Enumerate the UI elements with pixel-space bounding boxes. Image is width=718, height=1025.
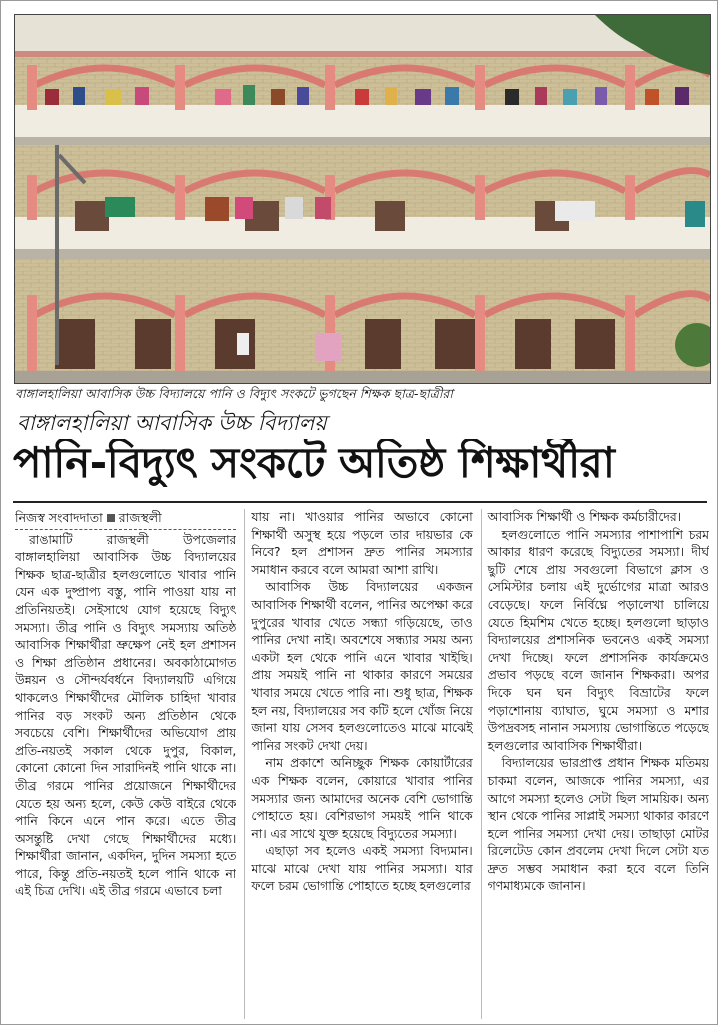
headline-rule [13,501,707,503]
square-separator-icon [107,514,115,522]
column-2 [244,509,472,1019]
article-body [15,509,709,1019]
paragraph: নাম প্রকাশে অনিচ্ছুক শিক্ষক কোয়ার্টারের এক শিক্ষক বলেন, কোয়ারে খাবার পানির সমস্যার জন্য আমাদের অনেক বেশি ভোগান্তি পোহাতে হয়। বেশিরভাগ সময়ই পানি থাকে না। এর সাথে যুক্ত হয়েছে বিদ্যুতের সমস্যা। [251,756,473,841]
byline [15,509,236,530]
main-headline: পানি-বিদ্যুৎ সংকটে অতিষ্ঠ শিক্ষার্থীরা [13,439,615,487]
paragraph: রাঙামাটি রাজস্থলী উপজেলার বাঙ্গালহালিয়া আবাসিক উচ্চ বিদ্যালয়ের শিক্ষক ছাত্র-ছাত্রীর হলগুলোতে খাবার পানি যেন এক দুষ্প্রাপ্য বস্তু, পানি পাওয়া যায় না প্রতিনিয়তই। সেইসাথে যোগ হয়েছে বিদ্যুৎ সমস্যা। তীব্র পানি ও বিদ্যুৎ সমস্যায় অতিষ্ঠ আবাসিক শিক্ষার্থীরা ভ্রুক্ষেপ নেই হল প্রশাসন ও শিক্ষা প্রতিষ্ঠান প্রধানের। অবকাঠামোগত উন্নয়ন ও সৌন্দর্যবর্ধনে বিদ্যালয়টি এগিয়ে থাকলেও শিক্ষার্থীদের মৌলিক চাহিদা খাবার পানির বড় সংকট অন্য প্রতিষ্ঠান থেকে সবচেয়ে বেশি। শিক্ষার্থীদের অভিযোগ প্রায় প্রতি-নয়তই সকাল থেকে দুপুর, বিকাল, কোনো কোনো দিন সারাদিনই পানি থাকে না। তীব্র গরমে পানির প্রয়োজনে শিক্ষার্থীদের যেতে হয় অন্য হলে, কেউ কেউ বাইরে থেকে পানি কিনে এনে পান করে। এতে তীব্র অসন্তুষ্টি দেখা গেছে শিক্ষার্থীদের মধ্যে। শিক্ষার্থীরা জানান, একদিন, দুদিন সমস্যা হতে পারে, কিন্তু প্রতি-নয়তই হলে পানি থাকে না এই চিত্র দেখি। এই তীব্র গরমে এভাবে চলা [15,532,237,899]
building-illustration [15,15,710,383]
paragraph: আবাসিক উচ্চ বিদ্যালয়ের একজন আবাসিক শিক্ষার্থী বলেন, পানির অপেক্ষা করে দুপুরের খাবার খেতে সন্ধ্যা গড়িয়েছে, তাও পানির দেখা নাই। অবশেষে সন্ধ্যার সময় অন্য একটা হল থেকে পানি এনে খাবার খাইছি। প্রায় সময়ই পানি না থাকার কারণে সময়ের খাবার সময়ে খেতে পারি না। শুধু ছাত্র, শিক্ষক হল নয়, বিদ্যালয়ের সব কটি হলে খোঁজ নিয়ে জানা যায় সেসব হলগুলোতেও মাঝে মাঝেই পানির সংকট দেখা দেয়। [251,580,473,753]
byline-reporter: নিজস্ব সংবাদদাতা [15,510,103,525]
kicker-headline: বাঙ্গালহালিয়া আবাসিক উচ্চ বিদ্যালয় [17,411,327,435]
paragraph: যায় না। খাওয়ার পানির অভাবে কোনো শিক্ষার্থী অসুস্থ হয়ে পড়লে তার দায়ভার কে নিবে? হল প্রশাসন দ্রুত পানির সমস্যার সমাধান করবে বলে আমরা আশা রাখি। [251,510,473,577]
paragraph: এছাড়া সব হলেও একই সমস্যা বিদ্যমান। মাঝে মাঝে দেখা যায় পানির সমস্যা। যার ফলে চরম ভোগান্তি পোহাতে হচ্ছে হলগুলোর [251,844,473,894]
column-1 [15,509,236,1019]
column-3 [481,509,709,1019]
school-building-photo [14,14,711,384]
paragraph: হলগুলোতে পানি সমস্যার পাশাপাশি চরম আকার ধারণ করেছে বিদ্যুতের সমস্যা। দীর্ঘ ছুটি শেষে প্রায় সবগুলো বিভাগে ক্লাস ও সেমিস্টার চলায় এই দুর্ভোগের মাত্রা আরও বেড়েছে। ফলে নির্বিঘ্নে পড়ালেখা চালিয়ে যেতে হিমশিম খেতে হচ্ছে। হলগুলো ছাড়াও বিদ্যালয়ের প্রশাসনিক ভবনেও একই সমস্যা দেখা দিচ্ছে। ফলে প্রশাসনিক কার্যক্রমেও প্রভাব পড়ছে বলে জানান শিক্ষকরা। অপর দিকে ঘন ঘন বিদ্যুৎ বিভ্রাটের ফলে পড়াশোনায় ব্যাঘাত, ঘুমে সমস্যা ও মশার উপদ্রবসহ নানান সমস্যায় ভোগান্তিতে পড়েছে হলগুলোর আবাসিক শিক্ষার্থীরা। [487,527,709,753]
byline-place: রাজস্থলী [118,510,162,525]
photo-caption: বাঙ্গালহালিয়া আবাসিক উচ্চ বিদ্যালয়ে পানি ও বিদ্যুৎ সংকটে ভুগছেন শিক্ষক ছাত্র-ছাত্রীরা [15,386,453,401]
paragraph: বিদ্যালয়ের ভারপ্রাপ্ত প্রধান শিক্ষক মতিময় চাকমা বলেন, আজকে পানির সমস্যা, এর আগে সমস্যা হলেও সেটা ছিল সাময়িক। অন্য স্থান থেকে পানির সাপ্লাই সমস্যা থাকার কারণে হলে পানির সমস্যা দেখা দেয়। তাছাড়া মোটর রিলেটেড কোন প্রবলেম দেখা দিলে সেটা যত দ্রুত সম্ভব সমাধান করা হবে বলে তিনি গণমাধ্যমকে জানান। [487,756,709,894]
paragraph: আবাসিক শিক্ষার্থী ও শিক্ষক কর্মচারীদের। [487,510,681,524]
